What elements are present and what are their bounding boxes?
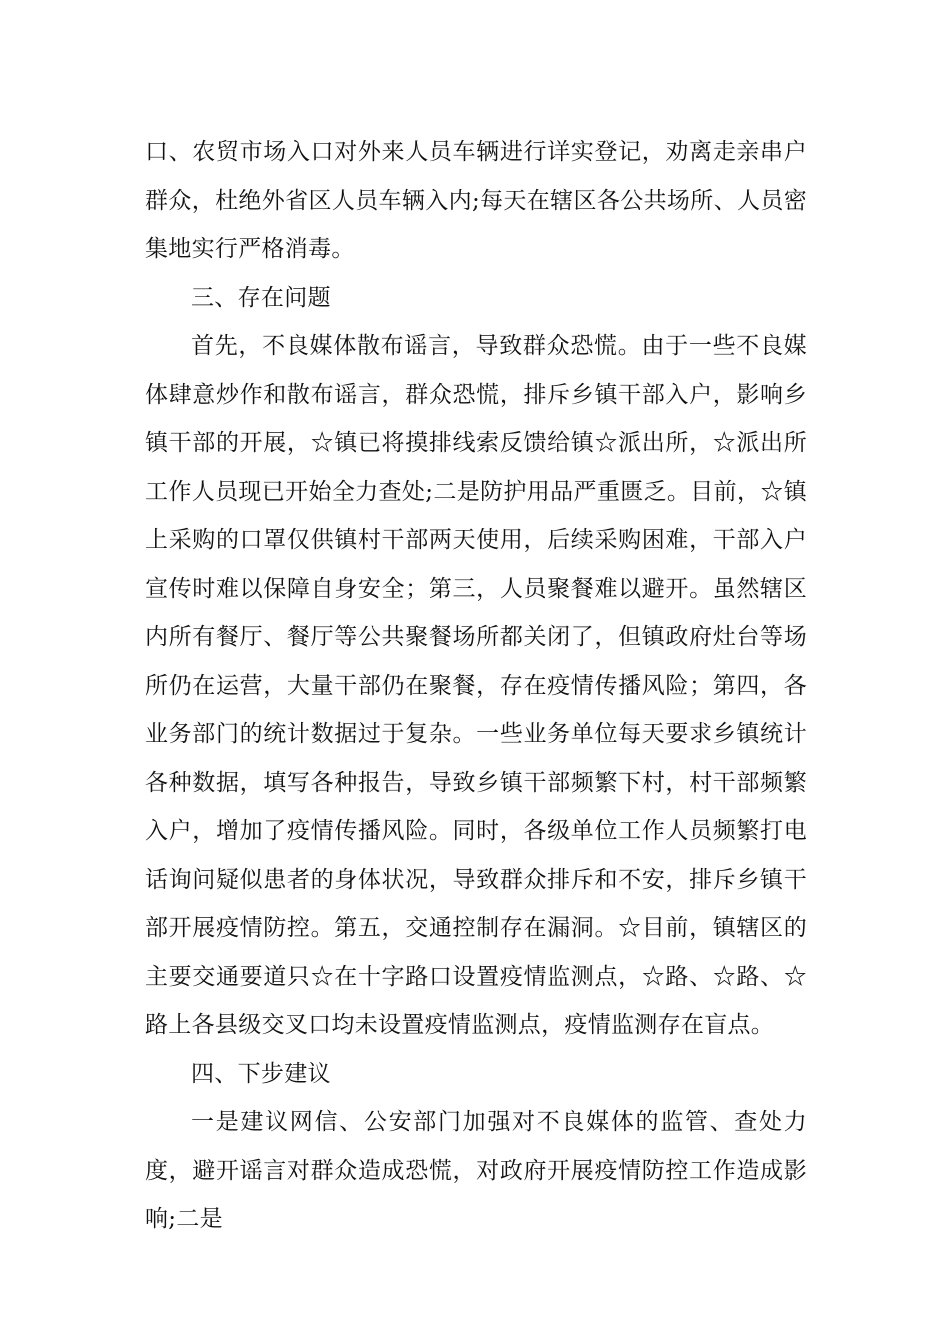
section-heading-problems: 三、存在问题	[191, 284, 331, 311]
paragraph-problems: 首先，不良媒体散布谣言，导致群众恐慌。由于一些不良媒体肆意炒作和散布谣言，群众恐慌，排斥乡镇干部入户，影响乡镇干部的开展，☆镇已将摸排线索反馈给镇☆派出所，☆派出所工作人员现已开始全力查处;二是防护用品严重匮乏。目前，☆镇上采购的口罩仅供镇村干部两天使用，后续采购困难，干部入户宣传时难以保障自身安全；第三，人员聚餐难以避开。虽然辖区内所有餐厅、餐厅等公共聚餐场所都关闭了，但镇政府灶台等场所仍在运营，大量干部仍在聚餐，存在疫情传播风险；第四，各业务部门的统计数据过于复杂。一些业务单位每天要求乡镇统计各种数据，填写各种报告，导致乡镇干部频繁下村，村干部频繁入户，增加了疫情传播风险。同时，各级单位工作人员频繁打电话询问疑似患者的身体状况，导致群众排斥和不安，排斥乡镇干部开展疫情防控。第五，交通控制存在漏洞。☆目前，镇辖区的主要交通要道只☆在十字路口设置疫情监测点，☆路、☆路、☆路上各县级交叉口均未设置疫情监测点，疫情监测存在盲点。	[145, 333, 807, 1038]
document-body	[145, 128, 807, 1244]
paragraph-continuation: 口、农贸市场入口对外来人员车辆进行详实登记，劝离走亲串户群众，杜绝外省区人员车辆入内;每天在辖区各公共场所、人员密集地实行严格消毒。	[145, 139, 807, 262]
paragraph-suggestions: 一是建议网信、公安部门加强对不良媒体的监管、查处力度，避开谣言对群众造成恐慌，对政府开展疫情防控工作造成影响;二是	[145, 1109, 807, 1232]
section-heading-suggestions: 四、下步建议	[191, 1060, 331, 1087]
